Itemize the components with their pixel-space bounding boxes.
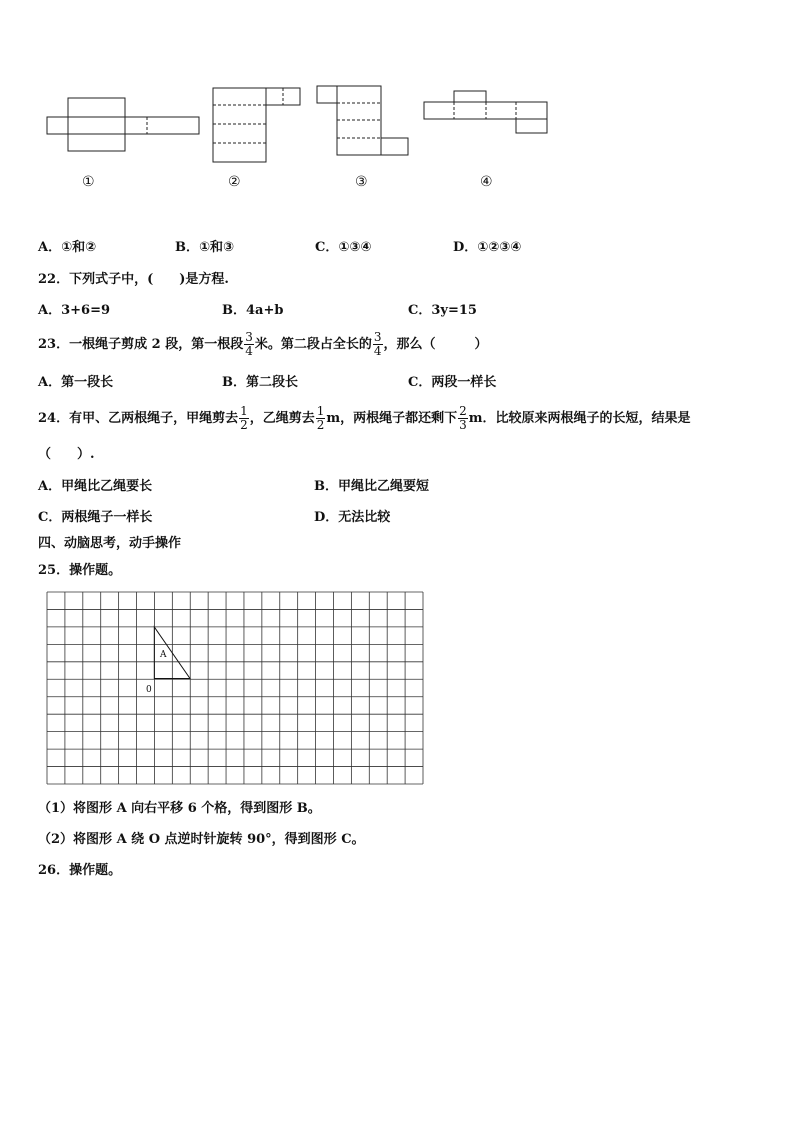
q24-fraction-3	[458, 405, 468, 432]
option-text: 两根绳子一样长	[61, 510, 153, 525]
option-text: 无法比较	[338, 510, 391, 525]
fraction-denominator: 3	[459, 418, 467, 432]
q24-option-c[interactable]	[38, 510, 152, 526]
q24-option-d[interactable]	[314, 510, 390, 526]
fraction-numerator: 2	[459, 404, 467, 418]
fraction-numerator: 3	[373, 330, 382, 344]
q25-sub1: （1）将图形 A 向右平移 6 个格，得到图形 B。	[38, 801, 321, 816]
option-letter: C．	[408, 375, 432, 390]
q24-option-b[interactable]	[314, 479, 429, 495]
fraction-numerator: 1	[316, 404, 325, 418]
q23-stem-part-c: ，那么（ ）	[383, 337, 488, 352]
fraction-numerator: 1	[240, 404, 248, 418]
net-label-2: ②	[228, 174, 241, 190]
fraction-denominator: 2	[240, 418, 248, 432]
q24-stem-part-c: m，两根绳子都还剩下	[326, 411, 458, 426]
point-o-label: 0	[146, 685, 152, 695]
section-title: 四、动脑思考，动手操作	[38, 536, 182, 551]
q24-option-a[interactable]	[38, 479, 152, 495]
q22-stem: 22．下列式子中，( )是方程.	[38, 272, 229, 287]
option-text: 3y=15	[431, 303, 477, 318]
option-letter: C．	[408, 303, 432, 318]
q22-option-c[interactable]	[408, 303, 477, 319]
q23-option-b[interactable]	[222, 375, 298, 391]
option-text: ①②③④	[477, 240, 522, 255]
option-text: 甲绳比乙绳要短	[338, 479, 430, 494]
net-label-3: ③	[355, 174, 368, 190]
q24-stem-part-b: ，乙绳剪去	[249, 411, 315, 426]
q22-option-a[interactable]	[38, 303, 110, 319]
q24-stem-line2: （ ）.	[38, 447, 95, 462]
option-text: 两段一样长	[431, 375, 497, 390]
option-text: ①和②	[61, 240, 97, 255]
option-letter: C．	[315, 240, 339, 255]
cube-net-1	[47, 98, 199, 151]
option-letter: A．	[38, 240, 62, 255]
q24-fraction-1	[239, 405, 249, 432]
option-letter: D．	[314, 510, 339, 525]
q25-sub2: （2）将图形 A 绕 O 点逆时针旋转 90°，得到图形 C。	[38, 832, 365, 847]
option-text: 4a+b	[246, 303, 284, 318]
q23-stem-part-a: 23．一根绳子剪成 2 段，第一根段	[38, 337, 244, 352]
q24-stem-part-a: 24．有甲、乙两根绳子，甲绳剪去	[38, 411, 239, 426]
q22-option-b[interactable]	[222, 303, 283, 319]
option-letter: C．	[38, 510, 62, 525]
net-label-1: ①	[82, 174, 95, 190]
q23-option-c[interactable]	[408, 375, 496, 391]
q21-option-c[interactable]	[315, 240, 371, 256]
fraction-denominator: 2	[316, 418, 325, 432]
option-letter: A．	[38, 303, 62, 318]
option-letter: D．	[453, 240, 478, 255]
net-label-4: ④	[480, 174, 493, 190]
q21-option-a[interactable]	[38, 240, 96, 256]
q21-option-b[interactable]	[175, 240, 234, 256]
q24-stem	[38, 402, 691, 436]
option-letter: B．	[222, 303, 246, 318]
option-text: ①③④	[338, 240, 372, 255]
q26-stem: 26．操作题。	[38, 863, 122, 878]
option-text: 3+6=9	[61, 303, 111, 318]
q24-stem-part-d: m．比较原来两根绳子的长短，结果是	[468, 411, 691, 426]
option-letter: B．	[314, 479, 338, 494]
q23-option-a[interactable]	[38, 375, 113, 391]
option-text: 第一段长	[61, 375, 114, 390]
cube-net-3	[317, 86, 408, 155]
q24-fraction-2	[316, 405, 326, 432]
option-text: ①和③	[199, 240, 235, 255]
q23-stem	[38, 330, 488, 360]
q23-fraction-1	[244, 331, 254, 358]
q25-stem: 25．操作题。	[38, 563, 122, 578]
q23-fraction-2	[373, 331, 383, 358]
fraction-denominator: 4	[373, 344, 382, 358]
option-text: 甲绳比乙绳要长	[61, 479, 153, 494]
q21-option-d[interactable]	[453, 240, 521, 256]
shape-a-label: A	[160, 650, 167, 660]
option-letter: A．	[38, 375, 62, 390]
option-letter: B．	[175, 240, 199, 255]
cube-net-4	[424, 91, 547, 133]
fraction-numerator: 3	[245, 330, 253, 344]
option-letter: B．	[222, 375, 246, 390]
fraction-denominator: 4	[245, 344, 253, 358]
cube-net-2	[213, 88, 300, 162]
q23-stem-part-b: 米。第二段占全长的	[254, 337, 372, 352]
square-grid	[46, 591, 424, 785]
cube-nets-figure	[40, 80, 560, 170]
option-text: 第二段长	[246, 375, 299, 390]
option-letter: A．	[38, 479, 62, 494]
